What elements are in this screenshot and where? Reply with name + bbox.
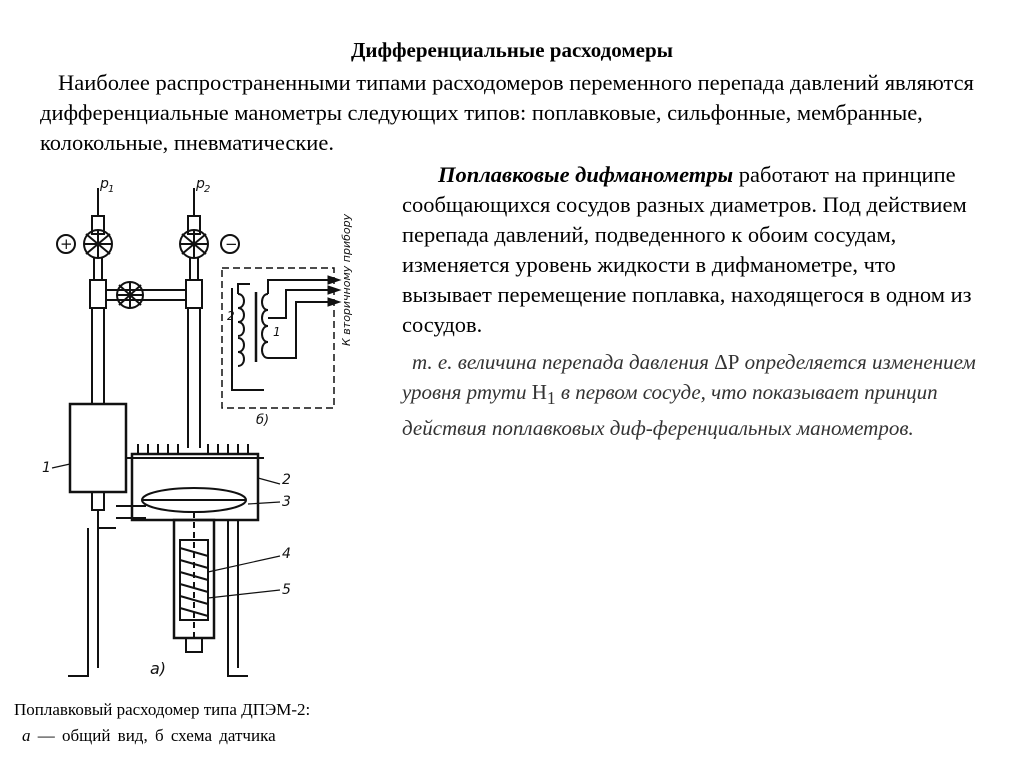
valve-p1-icon [84,230,112,258]
note-part3: в первом сосуде, что показывает принцип действия поплавковых диф-ференциальных манометров. [402,380,938,441]
plus-label: + [60,235,73,253]
note-h-sub: 1 [546,388,556,409]
document-title: Дифференциальные расходомеры [350,38,674,62]
valve-p2-icon [180,230,208,258]
vessel-1 [70,404,126,528]
caption-line-2-rest: — общий вид, б схема датчика [30,726,276,745]
secondary-device-label: К вторичному прибору [340,213,353,346]
part-1-label: 1 [42,460,51,476]
float-dif-paragraph [402,160,974,340]
p2-label: p [196,176,205,192]
output-arrows [328,276,340,306]
right-impulse-tube [186,188,202,448]
caption-line-1: Поплавковый расходомер типа ДПЭМ-2: [14,700,311,719]
left-impulse-tube [90,188,106,404]
figure-caption [14,697,394,749]
part-2-label: 2 [282,472,291,488]
vessel-2 [126,444,264,520]
equalizing-valve-icon [117,282,143,308]
view-b-label: б) [256,413,270,428]
minus-label: − [225,235,238,253]
principle-note [402,347,977,443]
note-h: H [531,380,547,404]
note-part1: т. е. величина перепада давления [412,350,715,374]
part-4-label: 4 [282,546,291,562]
flowmeter-drawing [28,168,388,688]
float-3 [142,488,246,512]
part-5-label: 5 [282,582,291,598]
note-part2: определяется изменением уровня ртути [402,350,976,404]
intro-paragraph: Наиболее распространенными типами расходомеров переменного перепада давлений являются дифференциальные манометры следующих типов: поплавковые, сильфонные, мембранные, колокольные, пневматические. [40,70,974,155]
sensor-housing [174,512,214,652]
coil-2-label: 2 [227,309,235,323]
note-delta-p: ΔP [714,350,740,374]
p1-label: p [100,176,109,192]
p2-sub-label: 2 [204,184,211,195]
leader-lines [52,464,280,598]
caption-line-2 [22,723,394,749]
part-3-label: 3 [282,494,291,510]
view-a-label: а) [150,659,167,678]
float-dif-body: работают на принципе сообщающихся сосудов разных диаметров. Под действием перепада давлений, подведенного к обоим сосудам, изменяется уровень жидкости в дифманометре, что вызывает перемещение поплавка, находящегося в одном из сосудов. [402,162,972,337]
stand [68,520,248,676]
coil-1-label: 1 [273,325,281,339]
p1-sub-label: 1 [108,184,115,195]
caption-a-letter: а [22,726,31,745]
float-dif-term: Поплавковые дифманометры [438,162,734,187]
